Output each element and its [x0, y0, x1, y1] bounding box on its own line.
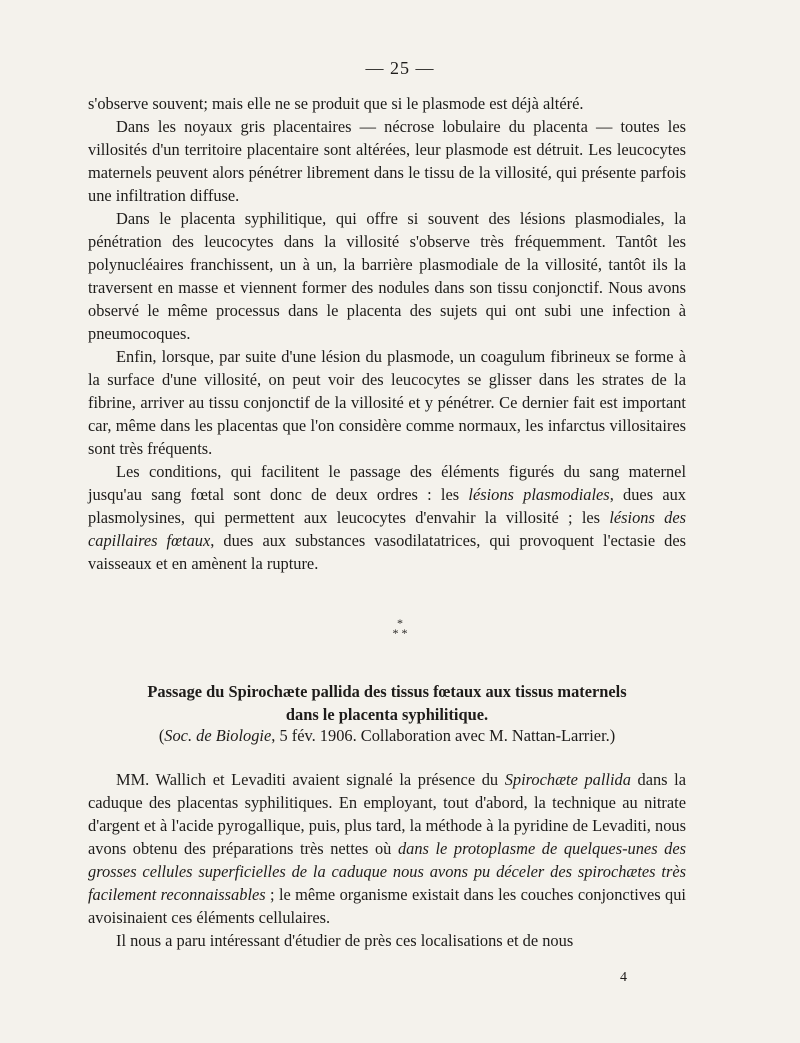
paragraph-2: Dans les noyaux gris placentaires — nécrose lobulaire du placenta — toutes les villosités d'un territoire placentaire sont altérées, leur plasmode est détruit. Les leucocytes maternels peuvent alors pénétrer librement dans le tissu de la villosité, qui présente parfois une infiltration diffuse.: [88, 117, 686, 205]
paragraph-5-text-c: , dues aux substances vasodilatatrices, qui provoquent l'ectasie des vaisseaux et en amènent la rupture.: [88, 531, 686, 573]
section-citation: [88, 724, 686, 747]
section-title: [88, 680, 686, 726]
signature-mark: 4: [620, 970, 627, 985]
section-divider-asterism: [0, 618, 800, 638]
citation-rest: , 5 fév. 1906. Collaboration avec M. Nattan-Larrier.): [271, 726, 616, 745]
paragraph-3: Dans le placenta syphilitique, qui offre si souvent des lésions plasmodiales, la pénétration des leucocytes dans la villosité s'observe très fréquemment. Tantôt les polynucléaires franchissent, un à un, la barrière plasmodiale de la villosité, tantôt ils la traversent en masse et viennent former des nodules dans son tissu conjonctif. Nous avons observé le même processus dans le placenta des sujets qui ont subi une infection à pneumocoques.: [88, 209, 686, 343]
paragraph-5-text-a: Les conditions, qui facilitent le passage des éléments figurés du sang maternel jusqu'au sang fœtal sont donc de deux ordres : les: [88, 462, 686, 504]
citation-journal: Soc. de Biologie: [164, 726, 272, 745]
paragraph-5-text-b: , dues aux plasmolysines, qui permettent aux leucocytes d'envahir la villosité ; les: [88, 485, 686, 527]
asterism-bottom-stars: * *: [392, 626, 408, 640]
paragraph-6-text-b: dans la caduque des placentas syphilitiques. En employant, tout d'abord, la technique au nitrate d'argent et à l'acide pyrogallique, puis, plus tard, la méthode à la pyridine de Levaditi, nous avons obtenu des préparations très nettes où: [88, 770, 686, 858]
top-text-block: [88, 92, 686, 575]
asterism-top-star: *: [397, 616, 403, 630]
paragraph-5-emphasis-1: lésions plasmodiales: [468, 485, 610, 504]
paragraph-7: Il nous a paru intéressant d'étudier de près ces localisations et de nous: [116, 931, 574, 950]
paragraph-5-emphasis-2: lésions des capillaires fœtaux: [88, 508, 686, 550]
section-title-line-2: dans le placenta syphilitique.: [285, 705, 489, 724]
paragraph-1: s'observe souvent; mais elle ne se produit que si le plasmode est déjà altéré.: [88, 94, 584, 113]
paragraph-6-text-c: ; le même organisme existait dans les couches conjonctives qui avoisinaient ces éléments cellulaires.: [88, 885, 686, 927]
paragraph-6-emphasis-2: dans le protoplasme de quelques-unes des grosses cellules superficielles de la caduque nous avons pu déceler des spirochætes très facilement reconnaissables: [88, 839, 686, 904]
citation-open: (: [158, 726, 165, 745]
page-number: — 25 —: [365, 58, 435, 78]
bottom-text-block: [88, 768, 686, 952]
paragraph-4: Enfin, lorsque, par suite d'une lésion du plasmode, un coagulum fibrineux se forme à la surface d'une villosité, on peut voir des leucocytes se glisser dans les strates de la fibrine, arriver au tissu conjonctif de la villosité et y pénétrer. Ce dernier fait est important car, même dans les placentas que l'on considère comme normaux, les infarctus villositaires sont très fréquents.: [88, 347, 686, 458]
section-title-line-1: Passage du Spirochæte pallida des tissus fœtaux aux tissus maternels: [147, 682, 627, 701]
paragraph-6: [88, 768, 686, 929]
paragraph-5: [88, 460, 686, 575]
paragraph-6-text-a: MM. Wallich et Levaditi avaient signalé la présence du: [116, 770, 505, 789]
paragraph-6-emphasis-1: Spirochæte pallida: [504, 770, 631, 789]
